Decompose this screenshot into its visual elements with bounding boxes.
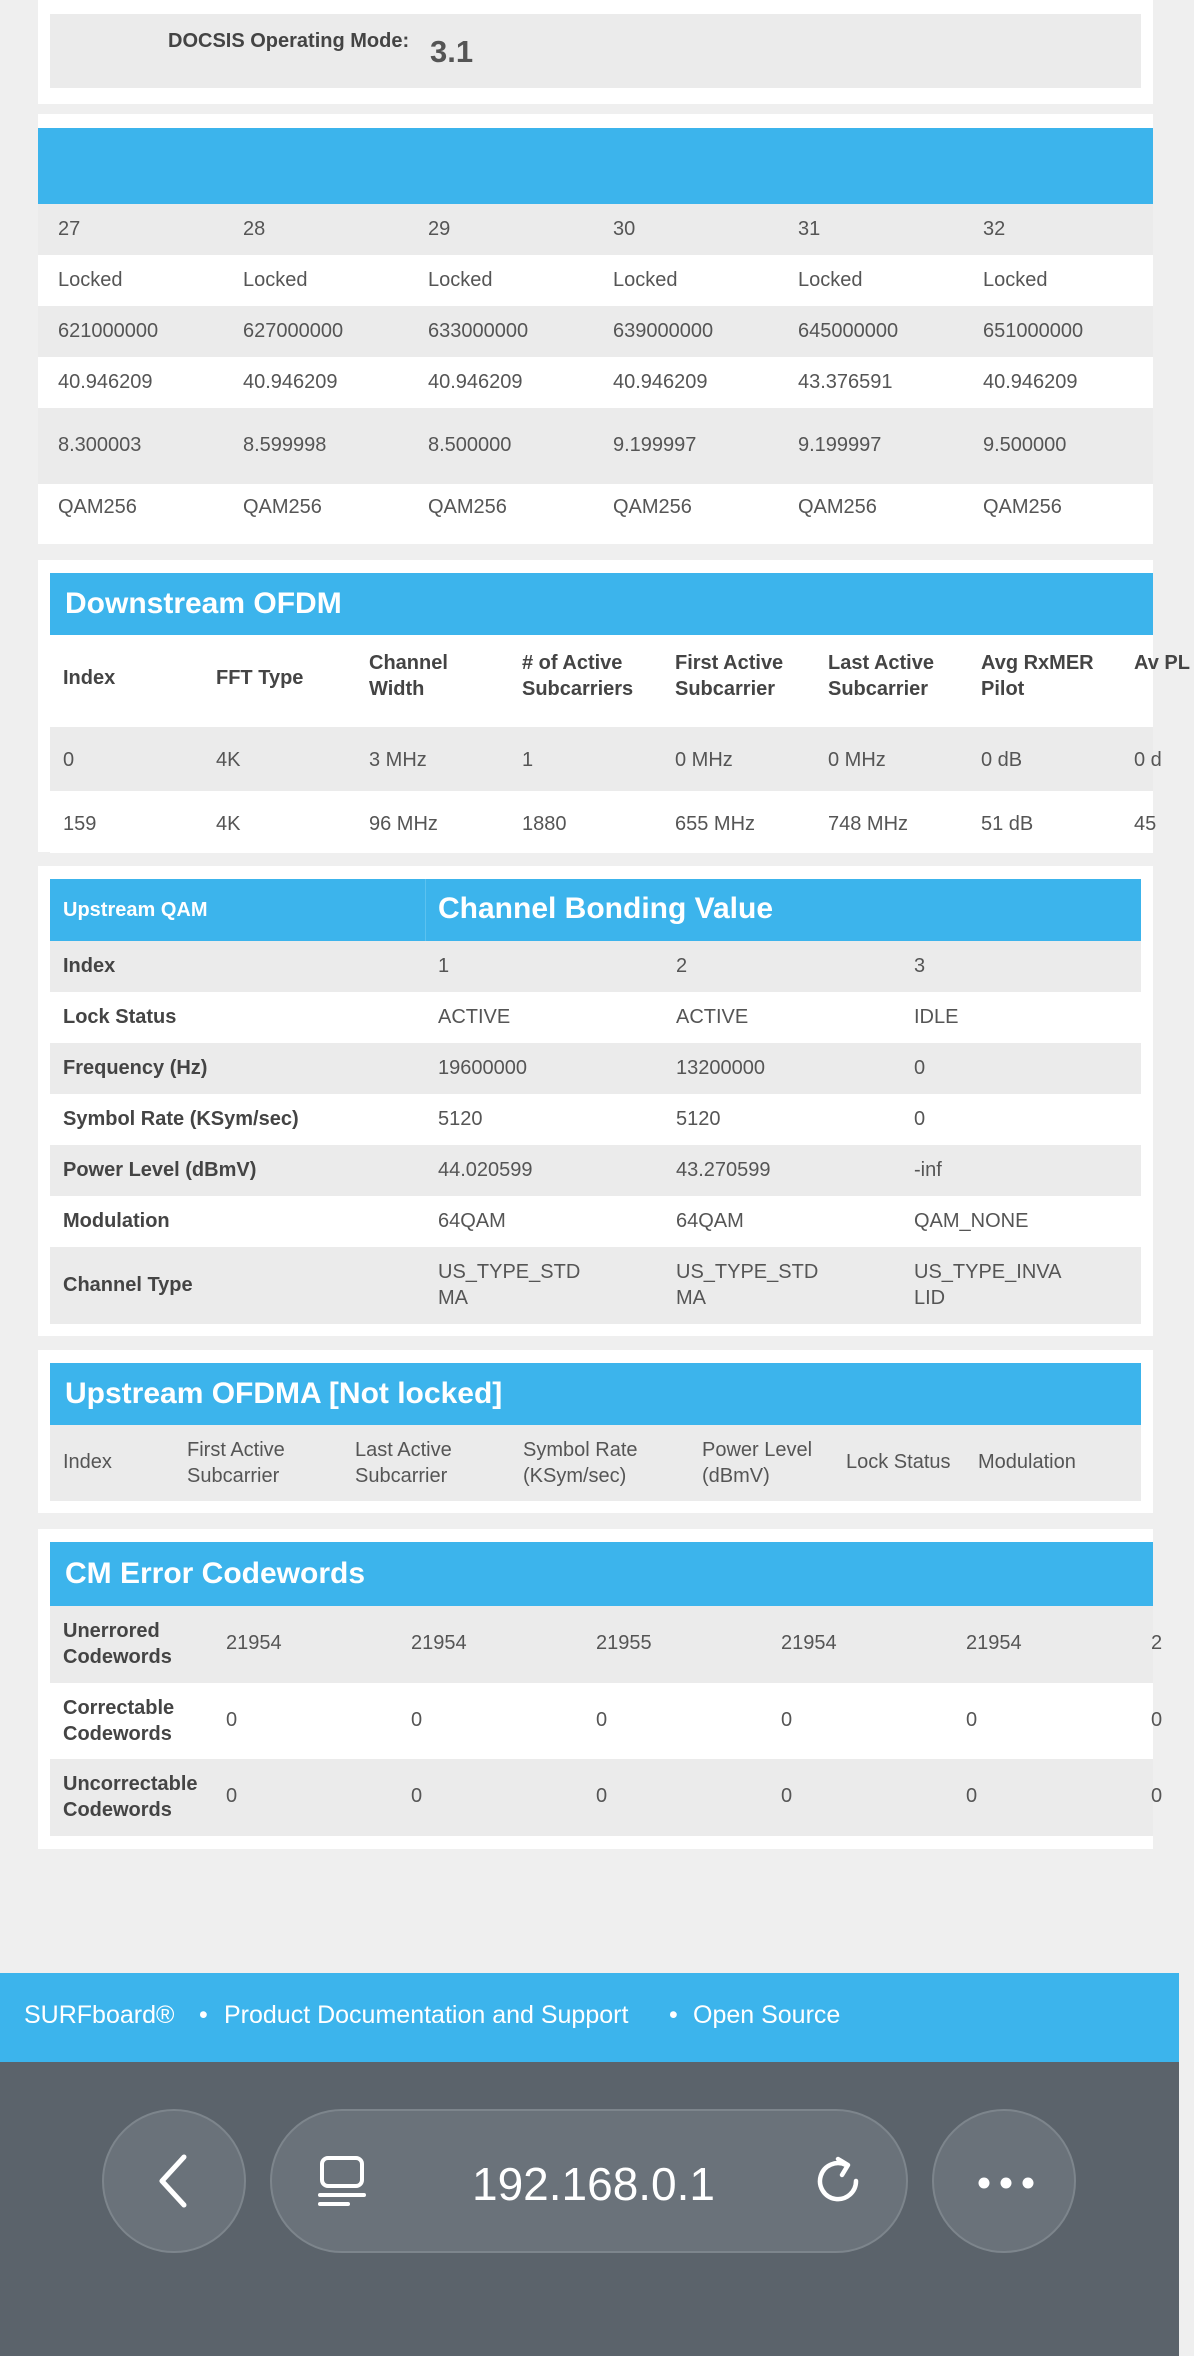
reload-icon[interactable] <box>810 2153 866 2209</box>
back-arrow-icon <box>154 2153 194 2209</box>
table-row <box>38 484 1153 535</box>
table-cell: ACTIVE <box>676 1006 749 1028</box>
table-row <box>50 727 1162 791</box>
table-row <box>38 255 1153 306</box>
column-header: Modulation <box>978 1451 1076 1473</box>
upstream-qam-card <box>38 866 1153 1336</box>
row-label: Uncorrectable Codewords <box>63 1773 198 1821</box>
table-cell: 21954 <box>226 1632 282 1654</box>
site-footer <box>0 1973 1179 2062</box>
table-cell: QAM256 <box>58 496 137 518</box>
table-cell: 0 <box>781 1709 793 1731</box>
table-cell: 8.500000 <box>428 434 512 456</box>
column-header: First Active Subcarrier <box>187 1439 285 1487</box>
table-row <box>50 1145 1141 1196</box>
upstream-qam-label: Upstream QAM <box>63 899 208 921</box>
table-cell: QAM256 <box>428 496 507 518</box>
docsis-card <box>38 0 1153 104</box>
table-header-row <box>50 635 1190 727</box>
downstream-ofdm-card <box>38 560 1190 852</box>
table-cell: 748 MHz <box>828 813 909 835</box>
table-header-row <box>50 1425 1141 1501</box>
table-cell: 40.946209 <box>243 371 338 393</box>
table-cell: QAM256 <box>798 496 877 518</box>
table-cell: 2 <box>1151 1632 1163 1654</box>
column-header: First Active Subcarrier <box>675 652 784 700</box>
upstream-qam-header <box>50 879 1141 941</box>
table-cell: 4K <box>216 813 241 835</box>
table-cell: 655 MHz <box>675 813 756 835</box>
footer-open-source-link[interactable]: Open Source <box>693 2001 841 2029</box>
table-cell: IDLE <box>914 1006 959 1028</box>
table-cell: 8.599998 <box>243 434 327 456</box>
row-label: Symbol Rate (KSym/sec) <box>63 1108 299 1130</box>
footer-separator: • <box>199 2001 208 2029</box>
divider <box>425 879 426 941</box>
table-cell: 64QAM <box>438 1210 506 1232</box>
column-header: Symbol Rate (KSym/sec) <box>523 1439 638 1487</box>
table-cell: 633000000 <box>428 320 529 342</box>
downstream-qam-card <box>38 114 1153 544</box>
table-cell: 0 <box>596 1709 608 1731</box>
table-cell: 2 <box>676 955 688 977</box>
table-row <box>38 306 1153 357</box>
upstream-qam-title: Channel Bonding Value <box>438 892 774 925</box>
cm-error-header <box>50 1542 1153 1606</box>
table-cell: 40.946209 <box>428 371 523 393</box>
table-cell: 159 <box>63 813 97 835</box>
table-cell: Locked <box>613 269 678 291</box>
table-cell: 0 dB <box>981 749 1023 771</box>
table-cell: 45 <box>1134 813 1157 835</box>
table-row <box>50 791 1157 853</box>
docsis-value: 3.1 <box>430 34 474 69</box>
table-cell: 44.020599 <box>438 1159 533 1181</box>
table-row <box>50 1606 1163 1683</box>
table-cell: 64QAM <box>676 1210 744 1232</box>
section-title: Downstream OFDM <box>65 587 342 620</box>
table-cell: 3 <box>914 955 926 977</box>
table-cell: 0 <box>596 1785 608 1807</box>
table-cell: 0 <box>226 1785 238 1807</box>
column-header: Av PL <box>1134 652 1190 674</box>
table-row <box>38 408 1153 484</box>
table-cell: 40.946209 <box>983 371 1078 393</box>
table-cell: 0 <box>966 1709 978 1731</box>
column-header: FFT Type <box>216 667 304 689</box>
table-cell: 651000000 <box>983 320 1084 342</box>
tab-list-icon <box>318 2155 368 2207</box>
column-header: Channel Width <box>369 652 448 700</box>
table-row <box>50 992 1141 1043</box>
table-cell: 13200000 <box>676 1057 765 1079</box>
table-row <box>50 1043 1141 1094</box>
docsis-label: DOCSIS Operating Mode: <box>168 30 410 52</box>
table-cell: 627000000 <box>243 320 344 342</box>
row-label: Index <box>63 955 116 977</box>
table-cell: 645000000 <box>798 320 899 342</box>
upstream-ofdma-header <box>50 1363 1141 1425</box>
table-cell: 40.946209 <box>58 371 153 393</box>
table-cell: 0 <box>1151 1785 1163 1807</box>
row-label: Power Level (dBmV) <box>63 1159 257 1181</box>
table-cell: 4K <box>216 749 241 771</box>
table-cell: 19600000 <box>438 1057 527 1079</box>
table-cell: 30 <box>613 218 636 240</box>
table-cell: 0 <box>781 1785 793 1807</box>
table-cell: 5120 <box>438 1108 483 1130</box>
table-cell: Locked <box>58 269 123 291</box>
table-cell: 29 <box>428 218 451 240</box>
table-cell: 9.199997 <box>798 434 882 456</box>
back-button[interactable] <box>102 2109 246 2253</box>
table-cell: 21954 <box>966 1632 1022 1654</box>
table-cell: 0 <box>1151 1709 1163 1731</box>
table-cell: 0 <box>411 1785 423 1807</box>
table-cell: -inf <box>914 1159 942 1181</box>
column-header: Power Level (dBmV) <box>702 1439 813 1487</box>
footer-separator: • <box>669 2001 678 2029</box>
table-cell: 9.199997 <box>613 434 697 456</box>
table-cell: 21954 <box>781 1632 837 1654</box>
column-header: Lock Status <box>846 1451 951 1473</box>
table-cell: 28 <box>243 218 266 240</box>
table-cell: 0 <box>914 1057 926 1079</box>
table-cell: 0 MHz <box>828 749 886 771</box>
column-header: Last Active Subcarrier <box>828 652 934 700</box>
column-header: Avg RxMER Pilot <box>981 652 1094 700</box>
table-cell: QAM256 <box>613 496 692 518</box>
table-cell: 21954 <box>411 1632 467 1654</box>
table-row <box>50 1683 1163 1759</box>
row-label: Correctable Codewords <box>63 1697 175 1745</box>
table-cell: 0 <box>226 1709 238 1731</box>
table-cell: US_TYPE_INVA LID <box>914 1261 1061 1309</box>
table-cell: 9.500000 <box>983 434 1067 456</box>
row-label: Frequency (Hz) <box>63 1057 208 1079</box>
table-row <box>50 1759 1163 1836</box>
table-cell: 0 d <box>1134 749 1162 771</box>
row-label: Unerrored Codewords <box>63 1620 172 1668</box>
table-cell: QAM256 <box>243 496 322 518</box>
table-cell: ACTIVE <box>438 1006 511 1028</box>
url-text: 192.168.0.1 <box>472 2158 716 2210</box>
table-cell: 43.376591 <box>798 371 893 393</box>
table-cell: US_TYPE_STD MA <box>676 1261 819 1309</box>
table-cell: 639000000 <box>613 320 714 342</box>
table-row <box>50 1196 1141 1247</box>
more-dots-icon <box>976 2175 1036 2191</box>
table-cell: Locked <box>243 269 308 291</box>
downstream-ofdm-header <box>50 573 1153 635</box>
table-cell: 43.270599 <box>676 1159 771 1181</box>
column-header: Last Active Subcarrier <box>355 1439 452 1487</box>
table-cell: QAM256 <box>983 496 1062 518</box>
table-cell: Locked <box>983 269 1048 291</box>
table-cell: Locked <box>798 269 863 291</box>
footer-brand-link[interactable]: SURFboard® <box>24 2001 175 2029</box>
section-title: CM Error Codewords <box>65 1557 366 1590</box>
row-label: Modulation <box>63 1210 170 1232</box>
browser-toolbar <box>0 2062 1179 2356</box>
table-cell: 51 dB <box>981 813 1034 835</box>
downstream-qam-header <box>38 128 1153 204</box>
table-cell: 0 <box>411 1709 423 1731</box>
table-cell: 621000000 <box>58 320 159 342</box>
address-bar[interactable] <box>270 2109 908 2253</box>
table-cell: QAM_NONE <box>914 1210 1029 1232</box>
table-row <box>38 204 1153 255</box>
table-cell: 27 <box>58 218 81 240</box>
table-cell: 40.946209 <box>613 371 708 393</box>
table-cell: 0 MHz <box>675 749 733 771</box>
row-label: Channel Type <box>63 1274 193 1296</box>
table-cell: 1880 <box>522 813 567 835</box>
upstream-ofdma-card <box>38 1350 1153 1513</box>
table-row <box>50 1094 1141 1145</box>
section-title: Upstream OFDMA [Not locked] <box>65 1377 503 1410</box>
table-cell: 31 <box>798 218 821 240</box>
footer-docs-link[interactable]: Product Documentation and Support <box>224 2001 629 2029</box>
column-header: Index <box>63 667 116 689</box>
table-cell: 1 <box>438 955 450 977</box>
column-header: Index <box>63 1451 112 1473</box>
table-cell: 0 <box>914 1108 926 1130</box>
row-label: Lock Status <box>63 1006 177 1028</box>
table-cell: 1 <box>522 749 534 771</box>
cm-error-card <box>38 1529 1163 1849</box>
table-cell: 96 MHz <box>369 813 438 835</box>
docsis-row <box>50 14 1141 88</box>
table-cell: Locked <box>428 269 493 291</box>
table-row <box>50 1247 1141 1324</box>
more-options-button[interactable] <box>932 2109 1076 2253</box>
table-cell: 3 MHz <box>369 749 427 771</box>
table-cell: 0 <box>966 1785 978 1807</box>
table-cell: 32 <box>983 218 1006 240</box>
table-cell: 0 <box>63 749 75 771</box>
table-cell: US_TYPE_STD MA <box>438 1261 581 1309</box>
table-cell: 5120 <box>676 1108 721 1130</box>
table-cell: 8.300003 <box>58 434 142 456</box>
table-row <box>38 357 1153 408</box>
table-row <box>50 941 1141 992</box>
table-cell: 21955 <box>596 1632 652 1654</box>
column-header: # of Active Subcarriers <box>522 652 634 700</box>
